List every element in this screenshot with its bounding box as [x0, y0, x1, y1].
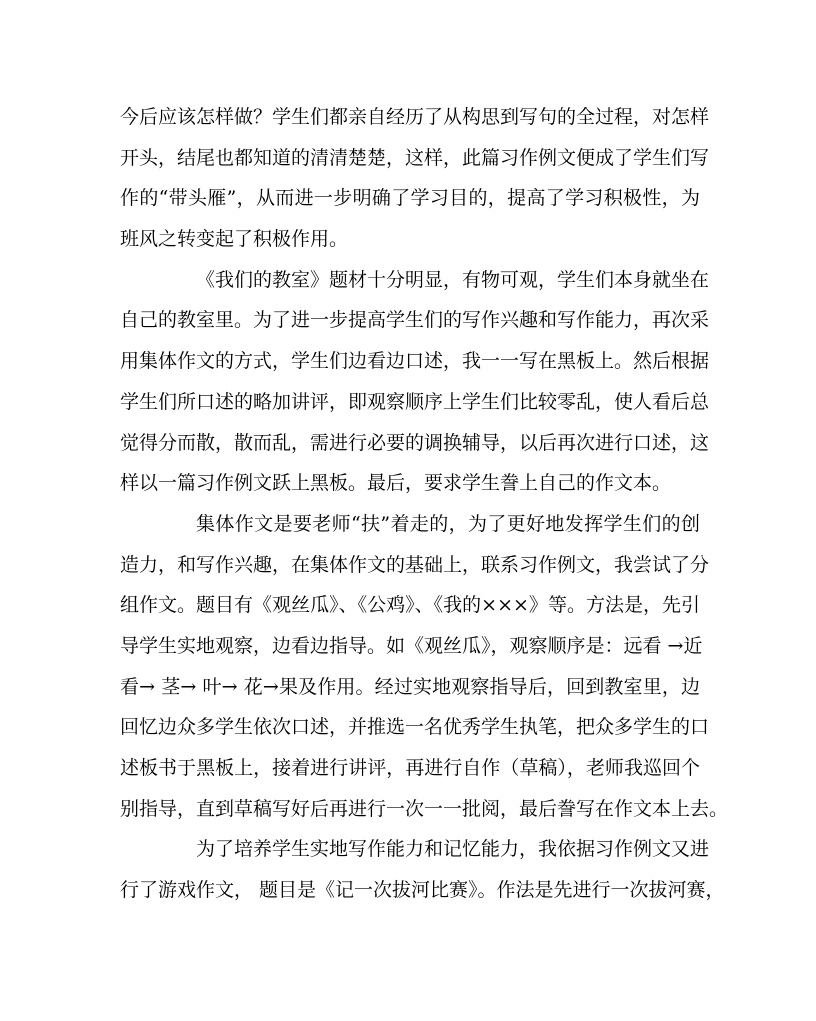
text-line: 样以一篇习作例文跃上黑板。最后，要求学生誊上自己的作文本。 [120, 472, 672, 495]
text-line: 学生们所口述的略加讲评，即观察顺序上学生们比较零乱，使人看后总 [120, 390, 710, 413]
paragraph-first-line: 《我们的教室》题材十分明显，有物可观，学生们本身就坐在 [196, 268, 710, 291]
text-line: 开头，结尾也都知道的清清楚楚，这样，此篇习作例文便成了学生们写 [120, 146, 710, 169]
text-line: 造力，和写作兴趣，在集体作文的基础上，联系习作例文，我尝试了分 [120, 553, 710, 576]
text-line: 看→ 茎→ 叶→ 花→果及作用。经过实地观察指导后，回到教室里，边 [120, 675, 700, 698]
text-line: 用集体作文的方式，学生们边看边口述，我一一写在黑板上。然后根据 [120, 350, 710, 373]
text-line: 觉得分而散，散而乱，需进行必要的调换辅导，以后再次进行口述，这 [120, 431, 710, 454]
text-line: 回忆边众多学生依次口述，并推选一名优秀学生执笔，把众多学生的口 [120, 716, 710, 739]
text-line: 述板书于黑板上，接着进行讲评，再进行自作（草稿），老师我巡回个 [120, 757, 700, 779]
text-line: 别指导，直到草稿写好后再进行一次一一批阅，最后誊写在作文本上去。 [120, 797, 729, 820]
text-line: 今后应该怎样做？学生们都亲自经历了从构思到写句的全过程，对怎样 [120, 106, 710, 128]
text-line: 作的“带头雁”，从而进一步明确了学习目的，提高了学习积极性，为 [120, 187, 700, 210]
text-line: 行了游戏作文， 题目是《记一次拔河比赛》。作法是先进行一次拔河赛， [120, 879, 725, 902]
paragraph-first-line: 集体作文是要老师“扶”着走的，为了更好地发挥学生们的创 [196, 512, 700, 535]
text-line: 班风之转变起了积极作用。 [120, 228, 349, 251]
text-line: 自己的教室里。为了进一步提高学生们的写作兴趣和写作能力，再次采 [120, 309, 710, 332]
paragraph-first-line: 为了培养学生实地写作能力和记忆能力，我依据习作例文又进 [196, 838, 710, 861]
text-line: 导学生实地观察，边看边指导。如《观丝瓜》，观察顺序是：远看 →近 [120, 634, 703, 657]
text-line: 组作文。题目有《观丝瓜》、《公鸡》、《我的×××》等。方法是，先引 [120, 594, 700, 617]
body-text [120, 97, 729, 911]
